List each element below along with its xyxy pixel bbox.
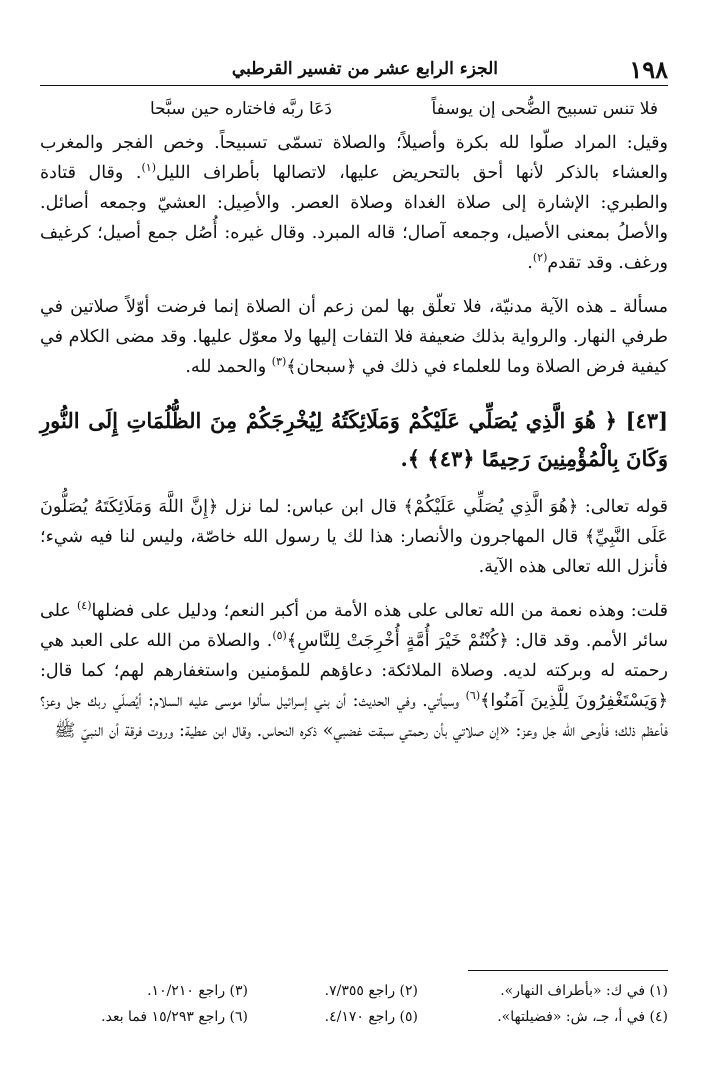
paragraph-1: [40, 128, 668, 278]
paragraph-3-text: قوله تعالى: ﴿هُوَ الَّذِي يُصَلِّي عَلَيْكُمْ﴾ قال ابن عباس: لما نزل ﴿إِنَّ اللَّهَ وَمَلَائِكَتَهُ يُصَلُّونَ عَلَى النَّبِيِّ﴾ قال المهاجرون والأنصار: هذا لك يا رسول الله خاصّة، وليس لنا فيه شيء؛ فأنزل الله تعالى هذه الآية.: [40, 497, 668, 577]
footnote-2: (٢) راجع ٧/٣٥٥.: [324, 983, 418, 999]
paragraph-2: [40, 292, 668, 382]
page-header: [40, 55, 668, 85]
verse-right-hemistich: فلا تنس تسبيح الضُّحى إن يوسفاً: [431, 99, 658, 119]
paragraph-1-cont: . وقال قتادة والطبري: الإشارة إلى صلاة الغداة وصلاة العصر. والأصِيل: العشيّ وجمعه أصائل. والأصلُ بمعنى الأصيل، وجمعه آصال؛ قاله المبرد. وقال غيره: أُصُل جمع أصيل؛ كرغيف ورغف. وقد تقدم: [40, 163, 668, 273]
paragraph-4-cont2: . والصلاة من الله على العبد هي رحمته له وبركته لديه. وصلاة الملائكة: دعاؤهم للمؤمنين واستغفارهم لهم؛ كما قال: ﴿وَيَسْتَغْفِرُونَ لِلَّذِينَ آمَنُوا﴾: [40, 631, 668, 711]
footnote-6: (٦) راجع ١٥/٢٩٣ فما بعد.: [101, 1009, 248, 1025]
footnote-ref-1: (١): [141, 161, 156, 175]
quran-verse-text: ﴿ هُوَ الَّذِي يُصَلِّي عَلَيْكُمْ وَمَلَائِكَتُهُ لِيُخْرِجَكُمْ مِنَ الظُّلُمَاتِ إِلَى النُّورِ وَكَانَ بِالْمُؤْمِنِينَ رَحِيمًا ﴿٤٣﴾ ﴾.: [40, 408, 668, 471]
poetry-verse: [40, 92, 668, 128]
footnote-row: [40, 978, 668, 1004]
paragraph-2-text: مسألة ـ هذه الآية مدنيّة، فلا تعلّق بها لمن زعم أن الصلاة إنما فرضت أوّلاً صلاتين في طرفي النهار. والرواية بذلك ضعيفة فلا التفات إليها ولا معوّل عليها. وقد مضى الكلام في كيفية فرض الصلاة وما للعلماء في ذلك في ﴿سبحان﴾: [40, 297, 668, 377]
verse-number: [٤٣]: [625, 408, 669, 433]
paragraph-4-text: قلت: وهذه نعمة من الله تعالى على هذه الأمة من أكبر النعم؛ ودليل على فضلها: [91, 601, 668, 621]
footnote-4: (٤) في أ، جـ، ش: «فضيلتها».: [497, 1009, 668, 1025]
footnote-ref-5: (٥): [272, 629, 287, 643]
footnote-5: (٥) راجع ٤/١٧٠.: [324, 1009, 418, 1025]
verse-left-hemistich: دَعَا ربَّه فاختاره حين سبَّحا: [150, 99, 332, 119]
running-title: الجزء الرابع عشر من تفسير القرطبي: [231, 59, 498, 79]
footnote-ref-2: (٢): [532, 251, 548, 265]
book-page: [40, 0, 668, 1090]
footnote-1: (١) في ك: «بأطراف النهار».: [500, 983, 668, 999]
footnote-ref-3: (٣): [271, 355, 287, 369]
main-text: [40, 92, 668, 746]
footnote-row: [40, 1004, 668, 1030]
footnote-rule: [468, 970, 668, 971]
paragraph-3: [40, 492, 668, 582]
paragraph-1-end: .: [527, 253, 533, 273]
footnotes: [40, 978, 668, 1030]
footnote-ref-6: (٦): [465, 689, 481, 703]
paragraph-4-end: وسيأتي. وفي الحديث: أن بني إسرائيل سألوا موسى عليه السلام: أيُصلّي ربك جل وعز؟ فأعظم ذلك؛ فأوحى الله جل وعز: «إن صلاتي بأن رحمتي سبقت غضبي» ذكره النحاس. وقال ابن عطية: وروت فرقة أن النبيّ ﷺ: [40, 691, 668, 741]
paragraph-2-end: والحمد لله.: [185, 357, 272, 377]
footnote-3: (٣) راجع ١٠/٢١٠.: [147, 983, 248, 999]
footnote-ref-4: (٤): [76, 599, 92, 613]
header-rule: [40, 85, 668, 86]
paragraph-1-text: وقيل: المراد صلّوا لله بكرة وأصيلاً؛ والصلاة تسمّى تسبيحاً. وخص الفجر والمغرب والعشاء بالذكر لأنها أحق بالتحريض عليها، لاتصالها بأطراف الليل: [40, 133, 668, 183]
quran-verse: [40, 402, 668, 478]
paragraph-4-cont: على سائر الأمم. وقد قال: ﴿كُنْتُمْ خَيْرَ أُمَّةٍ أُخْرِجَتْ لِلنَّاسِ﴾: [40, 601, 668, 651]
paragraph-4: [40, 596, 668, 746]
page-number: ١٩٨: [629, 55, 668, 84]
